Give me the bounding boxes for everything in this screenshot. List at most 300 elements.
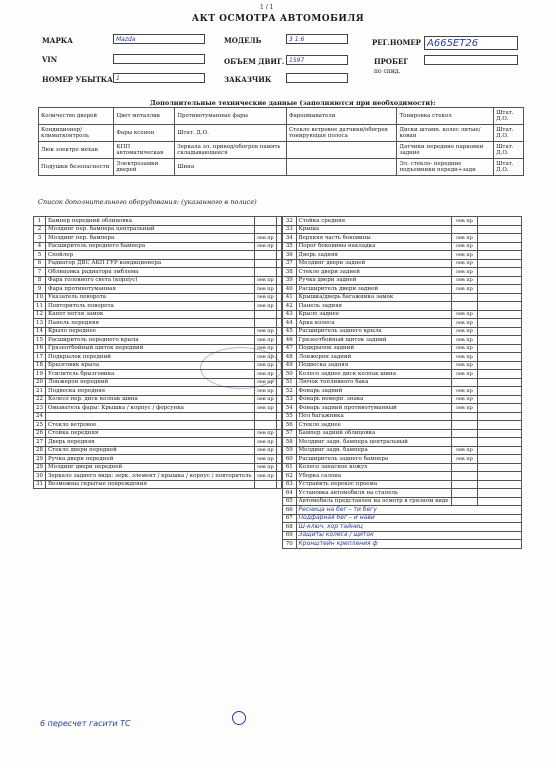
tech-cell[interactable] xyxy=(286,142,397,159)
damage-note-cell[interactable] xyxy=(478,327,522,336)
side-selector[interactable] xyxy=(254,268,276,277)
right-row xyxy=(283,319,522,328)
damage-note-cell[interactable] xyxy=(276,387,281,396)
damage-note-cell[interactable] xyxy=(478,336,522,345)
row-number: 38 xyxy=(283,268,297,277)
damage-note-cell[interactable] xyxy=(478,378,522,387)
damage-note-cell[interactable] xyxy=(478,234,522,243)
damage-note-cell[interactable] xyxy=(276,446,281,455)
side-selector[interactable] xyxy=(254,319,276,328)
side-selector[interactable] xyxy=(451,480,478,489)
damage-note-cell[interactable] xyxy=(478,276,522,285)
side-selector[interactable]: лев пр xyxy=(254,302,276,311)
right-row xyxy=(283,395,522,404)
side-selector[interactable]: лев пр xyxy=(254,242,276,251)
probeg-label: ПРОБЕГ xyxy=(374,57,409,66)
damage-note-cell[interactable] xyxy=(478,497,522,506)
row-number: 21 xyxy=(34,387,46,396)
damage-note-cell[interactable] xyxy=(276,378,281,387)
volume-field[interactable]: 1597 xyxy=(286,55,348,65)
side-selector[interactable] xyxy=(451,293,478,302)
damage-note-cell[interactable] xyxy=(478,310,522,319)
right-row xyxy=(283,463,522,472)
hidden-damage-note: 6 пересчет гасити ТС xyxy=(40,719,131,728)
tech-cell[interactable]: Цвет металлик xyxy=(114,108,175,125)
damage-item-label: Молдинг пер. бампера xyxy=(46,234,255,243)
tech-cell[interactable]: Количество дверей xyxy=(39,108,114,125)
regnomer-label: РЕГ.НОМЕР xyxy=(372,38,421,47)
damage-note-cell[interactable] xyxy=(478,217,522,226)
row-number: 10 xyxy=(34,293,46,302)
left-row xyxy=(34,336,282,345)
damage-item-label: Дверь передняя xyxy=(46,438,255,447)
right-row xyxy=(283,268,522,277)
tech-cell[interactable]: Фары ксенон xyxy=(114,125,175,142)
damage-item-label: Молдинг задн. бампера центральный xyxy=(296,438,451,447)
damage-note-cell[interactable] xyxy=(276,455,281,464)
zakazchik-label: ЗАКАЗЧИК xyxy=(224,75,272,84)
row-number: 40 xyxy=(283,285,297,294)
row-number: 32 xyxy=(283,217,297,226)
damage-note-cell[interactable] xyxy=(478,455,522,464)
handwritten-extra-item: Защиты колеса / щиток xyxy=(296,531,521,540)
damage-item-label: Ручка двери задней xyxy=(296,276,451,285)
damage-item-label: Автомобиль представлен на осмотр в грязном виде xyxy=(296,497,451,506)
tech-cell[interactable]: Диски штамп. колес литые/кован xyxy=(397,125,494,142)
row-number: 29 xyxy=(34,455,46,464)
row-number: 1 xyxy=(34,217,46,226)
row-number: 50 xyxy=(283,370,297,379)
side-selector[interactable] xyxy=(254,412,276,421)
damage-note-cell[interactable] xyxy=(276,463,281,472)
damage-item-label: Фонарь задний противотуманный xyxy=(296,404,451,413)
damage-item-label: Устранить перекос проема xyxy=(296,480,451,489)
left-row xyxy=(34,259,282,268)
row-number: 51 xyxy=(283,378,297,387)
left-row xyxy=(34,327,282,336)
damage-item-label: Грязеотбойный щиток задний xyxy=(296,336,451,345)
damage-note-cell[interactable] xyxy=(276,438,281,447)
damage-note-cell[interactable] xyxy=(276,310,281,319)
damage-item-label: Уборка салона xyxy=(296,472,451,481)
damage-item-label: Возможны скрытые повреждения xyxy=(46,480,255,489)
left-row xyxy=(34,251,282,260)
side-selector[interactable]: лев пр xyxy=(451,242,478,251)
tech-cell[interactable]: Эл. стекло- передние подъемники передн+задн xyxy=(397,159,494,176)
side-selector[interactable]: лев пр xyxy=(254,361,276,370)
ubytok-label: НОМЕР УБЫТКА xyxy=(42,75,113,84)
damage-note-cell[interactable] xyxy=(276,242,281,251)
side-selector[interactable]: лев пр xyxy=(254,344,276,353)
left-row xyxy=(34,302,282,311)
side-selector[interactable]: лев пр xyxy=(451,251,478,260)
marka-label: МАРКА xyxy=(42,36,73,45)
damage-item-label: Фара головного света (корпус) xyxy=(46,276,255,285)
side-selector[interactable]: лев пр xyxy=(254,463,276,472)
row-number: 7 xyxy=(34,268,46,277)
side-selector[interactable]: лев пр xyxy=(451,234,478,243)
row-number: 25 xyxy=(34,421,46,430)
vin-field[interactable] xyxy=(113,54,205,64)
damage-item-label: Лонжерон передний xyxy=(46,378,255,387)
side-selector[interactable]: лев пр xyxy=(451,285,478,294)
row-number: 37 xyxy=(283,259,297,268)
tech-cell[interactable]: Зеркала эл. привод/обогрев память складывающееся xyxy=(175,142,287,159)
left-row xyxy=(34,455,282,464)
damage-item-label: Брызговик крыла xyxy=(46,361,255,370)
damage-item-label: Стойка средняя xyxy=(296,217,451,226)
damage-item-label: Молдинг пер. бампера центральный xyxy=(46,225,255,234)
row-number: 43 xyxy=(283,310,297,319)
row-number: 39 xyxy=(283,276,297,285)
side-selector[interactable]: лев пр xyxy=(254,353,276,362)
damage-note-cell[interactable] xyxy=(478,472,522,481)
damage-item-label: Повторитель поворота xyxy=(46,302,255,311)
row-number: 27 xyxy=(34,438,46,447)
damage-note-cell[interactable] xyxy=(478,421,522,430)
damage-item-label: Радиатор ДВС АКП ГУР кондиционера xyxy=(46,259,255,268)
right-row xyxy=(283,531,522,540)
side-selector[interactable] xyxy=(451,378,478,387)
damage-note-cell[interactable] xyxy=(478,225,522,234)
row-number: 20 xyxy=(34,378,46,387)
side-selector[interactable] xyxy=(254,251,276,260)
side-selector[interactable] xyxy=(451,497,478,506)
side-selector[interactable] xyxy=(451,489,478,498)
damage-item-label: Грязеотбойный щиток передний xyxy=(46,344,255,353)
side-selector[interactable]: лев пр xyxy=(451,395,478,404)
damage-note-cell[interactable] xyxy=(276,225,281,234)
side-selector[interactable] xyxy=(451,412,478,421)
row-number: 17 xyxy=(34,353,46,362)
side-selector[interactable] xyxy=(451,463,478,472)
side-selector[interactable] xyxy=(254,225,276,234)
damage-item-label: Молдинг двери передней xyxy=(46,463,255,472)
damage-note-cell[interactable] xyxy=(478,489,522,498)
side-selector[interactable]: лев пр xyxy=(451,319,478,328)
left-row xyxy=(34,463,282,472)
row-number: 26 xyxy=(34,429,46,438)
side-selector[interactable]: лев пр xyxy=(254,327,276,336)
right-row xyxy=(283,378,522,387)
side-selector[interactable]: лев пр xyxy=(254,472,276,481)
damage-note-cell[interactable] xyxy=(478,438,522,447)
damage-note-cell[interactable] xyxy=(478,242,522,251)
tech-cell[interactable]: Противотуманные фары xyxy=(175,108,287,125)
damage-item-label: Расширитель двери задней xyxy=(296,285,451,294)
damage-item-label xyxy=(46,412,255,421)
row-number: 60 xyxy=(283,455,297,464)
damage-note-cell[interactable] xyxy=(276,472,281,481)
side-selector[interactable]: лев пр xyxy=(254,378,276,387)
right-row xyxy=(283,336,522,345)
side-selector[interactable]: лев пр xyxy=(254,276,276,285)
volume-label: ОБЪЕМ ДВИГ. xyxy=(224,57,285,66)
left-row xyxy=(34,421,282,430)
damage-note-cell[interactable] xyxy=(478,395,522,404)
right-row xyxy=(283,523,522,532)
left-row xyxy=(34,293,282,302)
damage-note-cell[interactable] xyxy=(478,302,522,311)
damage-item-label: Фонарь номерн. знака xyxy=(296,395,451,404)
side-selector[interactable] xyxy=(451,225,478,234)
right-row xyxy=(283,344,522,353)
side-selector[interactable] xyxy=(451,438,478,447)
right-row xyxy=(283,285,522,294)
tech-cell[interactable]: Штат. Д.О. xyxy=(175,125,287,142)
row-number: 59 xyxy=(283,446,297,455)
damage-item-label: Подкрылок передний xyxy=(46,353,255,362)
tech-cell[interactable]: Датчики передние парковки задние xyxy=(397,142,494,159)
side-selector[interactable]: лев пр xyxy=(451,455,478,464)
left-row xyxy=(34,412,282,421)
right-row xyxy=(283,310,522,319)
row-number: 46 xyxy=(283,336,297,345)
left-row xyxy=(34,404,282,413)
damage-note-cell[interactable] xyxy=(276,276,281,285)
marka-field[interactable]: Mazda xyxy=(113,34,205,44)
side-selector[interactable]: лев пр xyxy=(451,353,478,362)
damage-item-label: Расширитель переднего крыла xyxy=(46,336,255,345)
document-title: АКТ ОСМОТРА АВТОМОБИЛЯ xyxy=(191,14,365,24)
side-selector[interactable]: лев пр xyxy=(254,429,276,438)
damage-note-cell[interactable] xyxy=(478,293,522,302)
tech-cell[interactable]: Электрозамки дверей xyxy=(114,159,175,176)
right-row xyxy=(283,514,522,523)
model-field[interactable]: 3 1.6 xyxy=(286,34,348,44)
side-selector[interactable] xyxy=(451,302,478,311)
left-row xyxy=(34,268,282,277)
damage-note-cell[interactable] xyxy=(478,344,522,353)
tech-cell[interactable] xyxy=(286,159,397,176)
tech-cell[interactable]: Штат. Д.О. xyxy=(494,108,524,125)
damage-item-label: Ручка двери передней xyxy=(46,455,255,464)
side-selector[interactable]: лев пр xyxy=(451,217,478,226)
damage-note-cell[interactable] xyxy=(478,353,522,362)
regnomer-field[interactable]: А665ЕТ26 xyxy=(424,36,518,50)
side-selector[interactable]: лев пр xyxy=(451,327,478,336)
damage-note-cell[interactable] xyxy=(276,429,281,438)
tech-cell[interactable]: КПП автоматическая xyxy=(114,142,175,159)
row-number: 13 xyxy=(34,319,46,328)
damage-item-label: Фара противотуманная xyxy=(46,285,255,294)
damage-item-label: Бампер задний облицовка xyxy=(296,429,451,438)
damage-item-label: Крыло заднее xyxy=(296,310,451,319)
side-selector[interactable]: лев пр xyxy=(254,370,276,379)
damage-item-label: Стекло заднее xyxy=(296,421,451,430)
side-selector[interactable]: лев пр xyxy=(254,395,276,404)
row-number: 11 xyxy=(34,302,46,311)
side-selector[interactable] xyxy=(254,310,276,319)
side-selector[interactable]: лев пр xyxy=(451,344,478,353)
damage-item-label: Стекло ветровое xyxy=(46,421,255,430)
row-number: 9 xyxy=(34,285,46,294)
side-selector[interactable]: лев пр xyxy=(254,293,276,302)
tech-cell[interactable]: Тонировка стекол xyxy=(397,108,494,125)
damage-note-cell[interactable] xyxy=(276,412,281,421)
side-selector[interactable]: лев пр xyxy=(254,455,276,464)
tech-cell[interactable]: Штат. Д.О. xyxy=(494,159,524,176)
damage-note-cell[interactable] xyxy=(478,387,522,396)
damage-item-label: Расширитель заднего бампера xyxy=(296,455,451,464)
left-row xyxy=(34,480,282,489)
tech-cell[interactable]: Кондиционер/ климатконтроль xyxy=(39,125,114,142)
damage-note-cell[interactable] xyxy=(478,446,522,455)
side-selector[interactable] xyxy=(451,472,478,481)
damage-item-label: Стекло двери передней xyxy=(46,446,255,455)
damage-item-label: Подвеска передняя xyxy=(46,387,255,396)
side-selector[interactable]: лев пр xyxy=(254,336,276,345)
right-row xyxy=(283,412,522,421)
tech-cell[interactable]: Подушки безопасности xyxy=(39,159,114,176)
side-selector[interactable]: лев пр xyxy=(254,285,276,294)
side-selector[interactable]: лев пр xyxy=(451,310,478,319)
damage-item-label: Пол багажника xyxy=(296,412,451,421)
probeg-sub: по спид. xyxy=(374,68,401,75)
left-row xyxy=(34,438,282,447)
damage-item-label: Подкрылок задний xyxy=(296,344,451,353)
damage-note-cell[interactable] xyxy=(478,251,522,260)
damage-item-label: Колесо пер. диск колпак шина xyxy=(46,395,255,404)
side-selector[interactable]: лев пр xyxy=(451,336,478,345)
side-selector[interactable]: лев пр xyxy=(451,446,478,455)
damage-note-cell[interactable] xyxy=(276,293,281,302)
row-number: 69 xyxy=(283,531,297,540)
side-selector[interactable] xyxy=(254,480,276,489)
side-selector[interactable]: лев пр xyxy=(254,446,276,455)
side-selector[interactable]: лев пр xyxy=(451,387,478,396)
right-row xyxy=(283,361,522,370)
side-selector[interactable] xyxy=(254,421,276,430)
row-number: 36 xyxy=(283,251,297,260)
side-selector[interactable] xyxy=(451,421,478,430)
equipment-title: Список дополнительного оборудования: (указанного в полисе) xyxy=(38,198,257,206)
damage-note-cell[interactable] xyxy=(478,361,522,370)
side-selector[interactable]: лев пр xyxy=(254,404,276,413)
row-number: 8 xyxy=(34,276,46,285)
side-selector[interactable]: лев пр xyxy=(254,438,276,447)
left-row xyxy=(34,217,282,226)
tech-cell[interactable]: Фароомыватели xyxy=(286,108,397,125)
row-number: 48 xyxy=(283,353,297,362)
row-number: 41 xyxy=(283,293,297,302)
damage-note-cell[interactable] xyxy=(276,217,281,226)
row-number: 3 xyxy=(34,234,46,243)
damage-note-cell[interactable] xyxy=(276,327,281,336)
row-number: 53 xyxy=(283,395,297,404)
right-row xyxy=(283,421,522,430)
row-number: 24 xyxy=(34,412,46,421)
row-number: 62 xyxy=(283,472,297,481)
damage-note-cell[interactable] xyxy=(276,302,281,311)
tech-cell[interactable]: Люк электро механ xyxy=(39,142,114,159)
right-row xyxy=(283,506,522,515)
left-row xyxy=(34,225,282,234)
damage-note-cell[interactable] xyxy=(276,268,281,277)
damage-note-cell[interactable] xyxy=(276,251,281,260)
side-selector[interactable] xyxy=(254,217,276,226)
row-number: 65 xyxy=(283,497,297,506)
tech-table xyxy=(38,107,524,176)
damage-note-cell[interactable] xyxy=(276,395,281,404)
ubytok-field[interactable]: 1 xyxy=(113,73,205,83)
damage-note-cell[interactable] xyxy=(478,463,522,472)
side-selector[interactable]: лев пр xyxy=(451,361,478,370)
row-number: 16 xyxy=(34,344,46,353)
side-selector[interactable]: лев пр xyxy=(451,370,478,379)
damage-note-cell[interactable] xyxy=(276,234,281,243)
left-row xyxy=(34,310,282,319)
damage-item-label: Стекло двери задней xyxy=(296,268,451,277)
right-row xyxy=(283,370,522,379)
row-number: 28 xyxy=(34,446,46,455)
row-number: 57 xyxy=(283,429,297,438)
right-row xyxy=(283,327,522,336)
row-number: 5 xyxy=(34,251,46,260)
damage-note-cell[interactable] xyxy=(276,344,281,353)
damage-note-cell[interactable] xyxy=(276,319,281,328)
right-row xyxy=(283,259,522,268)
damage-item-label: Усилитель брызговика xyxy=(46,370,255,379)
right-row xyxy=(283,225,522,234)
damage-item-label: Крышка/дверь багажника замок xyxy=(296,293,451,302)
damage-note-cell[interactable] xyxy=(276,285,281,294)
side-selector[interactable]: лев пр xyxy=(254,234,276,243)
damage-item-label: Капот петля замок xyxy=(46,310,255,319)
tech-cell[interactable]: Стекло ветровое датчики/обогрев тонирующая полоса xyxy=(286,125,397,142)
zakazchik-field[interactable] xyxy=(286,73,348,83)
side-selector[interactable] xyxy=(451,429,478,438)
tech-cell[interactable]: Штат. Д.О. xyxy=(494,125,524,142)
tech-cell[interactable]: Штат. Д.О. xyxy=(494,142,524,159)
row-number: 30 xyxy=(34,472,46,481)
damage-note-cell[interactable] xyxy=(276,259,281,268)
probeg-field[interactable] xyxy=(424,55,518,65)
tech-cell[interactable]: Шина xyxy=(175,159,287,176)
side-selector[interactable]: лев пр xyxy=(451,259,478,268)
side-selector[interactable]: лев пр xyxy=(451,404,478,413)
right-row xyxy=(283,429,522,438)
side-selector[interactable]: лев пр xyxy=(254,387,276,396)
tech-section-title: Дополнительные технические данные (заполняются при необходимости): xyxy=(150,99,436,107)
damage-item-label: Колесо заднее диск колпак шина xyxy=(296,370,451,379)
damage-note-cell[interactable] xyxy=(478,429,522,438)
damage-note-cell[interactable] xyxy=(276,480,281,489)
row-number: 56 xyxy=(283,421,297,430)
side-selector[interactable]: лев пр xyxy=(451,276,478,285)
damage-note-cell[interactable] xyxy=(478,319,522,328)
damage-note-cell[interactable] xyxy=(276,404,281,413)
damage-note-cell[interactable] xyxy=(276,336,281,345)
damage-note-cell[interactable] xyxy=(478,404,522,413)
side-selector[interactable] xyxy=(254,259,276,268)
damage-note-cell[interactable] xyxy=(276,421,281,430)
row-number: 68 xyxy=(283,523,297,532)
side-selector[interactable]: лев пр xyxy=(451,268,478,277)
damage-note-cell[interactable] xyxy=(478,412,522,421)
damage-note-cell[interactable] xyxy=(478,268,522,277)
row-number: 15 xyxy=(34,336,46,345)
damage-note-cell[interactable] xyxy=(478,285,522,294)
right-row xyxy=(283,489,522,498)
row-number: 6 xyxy=(34,259,46,268)
damage-item-label: Подвеска задняя xyxy=(296,361,451,370)
row-number: 52 xyxy=(283,387,297,396)
row-number: 67 xyxy=(283,514,297,523)
damage-note-cell[interactable] xyxy=(478,259,522,268)
damage-note-cell[interactable] xyxy=(478,370,522,379)
damage-note-cell[interactable] xyxy=(478,480,522,489)
